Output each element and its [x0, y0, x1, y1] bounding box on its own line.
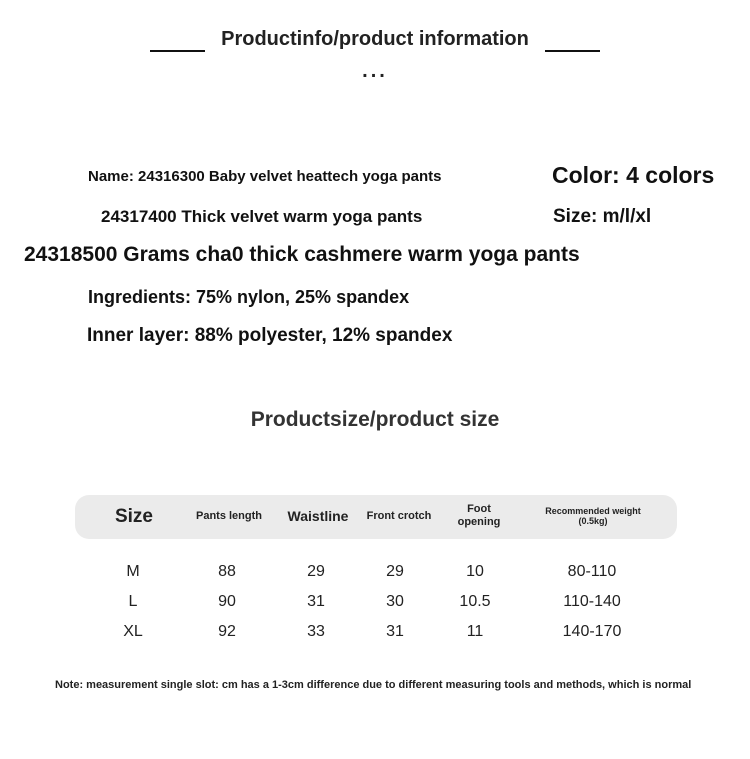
table-cell: 140-170 — [562, 623, 622, 640]
product-info-title: Productinfo/product information — [221, 28, 529, 50]
header-recommended-weight — [545, 506, 641, 527]
table-cell: 30 — [386, 593, 404, 610]
table-cell: 10.5 — [459, 593, 491, 610]
table-cell: L — [128, 593, 138, 610]
header-size: Size — [114, 506, 154, 527]
ingredients: Ingredients: 75% nylon, 25% spandex — [88, 287, 410, 307]
header-weight-line1: Recommended weight — [545, 506, 641, 516]
product-model-3: 24318500 Grams cha0 thick cashmere warm yoga pants — [24, 243, 580, 266]
table-cell: 92 — [218, 623, 236, 640]
color-info: Color: 4 colors — [552, 162, 715, 188]
table-cell: XL — [123, 623, 143, 640]
header-foot-opening-line2: opening — [457, 515, 501, 528]
table-cell: 29 — [386, 563, 404, 580]
table-cell: 29 — [307, 563, 325, 580]
table-cell: 90 — [218, 593, 236, 610]
title-rule-right — [545, 50, 600, 52]
table-cell: 11 — [466, 623, 484, 640]
table-cell: 10 — [466, 563, 484, 580]
header-waistline: Waistline — [287, 508, 349, 524]
table-cell: 88 — [218, 563, 236, 580]
header-front-crotch: Front crotch — [366, 510, 432, 522]
table-cell: 31 — [307, 593, 325, 610]
product-size-title: Productsize/product size — [250, 408, 500, 431]
product-model-2: 24317400 Thick velvet warm yoga pants — [101, 207, 423, 226]
product-name: Name: 24316300 Baby velvet heattech yoga pants — [88, 168, 442, 185]
header-pants-length: Pants length — [195, 510, 263, 522]
measurement-note: Note: measurement single slot: cm has a 1-3cm difference due to different measuring tools and methods, which is normal — [55, 679, 692, 691]
inner-layer: Inner layer: 88% polyester, 12% spandex — [87, 325, 453, 346]
table-cell: 80-110 — [567, 563, 617, 580]
title-dots: ... — [362, 60, 388, 82]
header-weight-line2: (0.5kg) — [578, 516, 608, 527]
size-info: Size: m/l/xl — [553, 206, 652, 227]
table-cell: 110-140 — [563, 593, 621, 610]
table-cell: 33 — [307, 623, 325, 640]
header-foot-opening-line1: Foot — [467, 503, 491, 515]
table-cell: M — [126, 563, 140, 580]
table-cell: 31 — [386, 623, 404, 640]
header-foot-opening — [458, 503, 501, 528]
